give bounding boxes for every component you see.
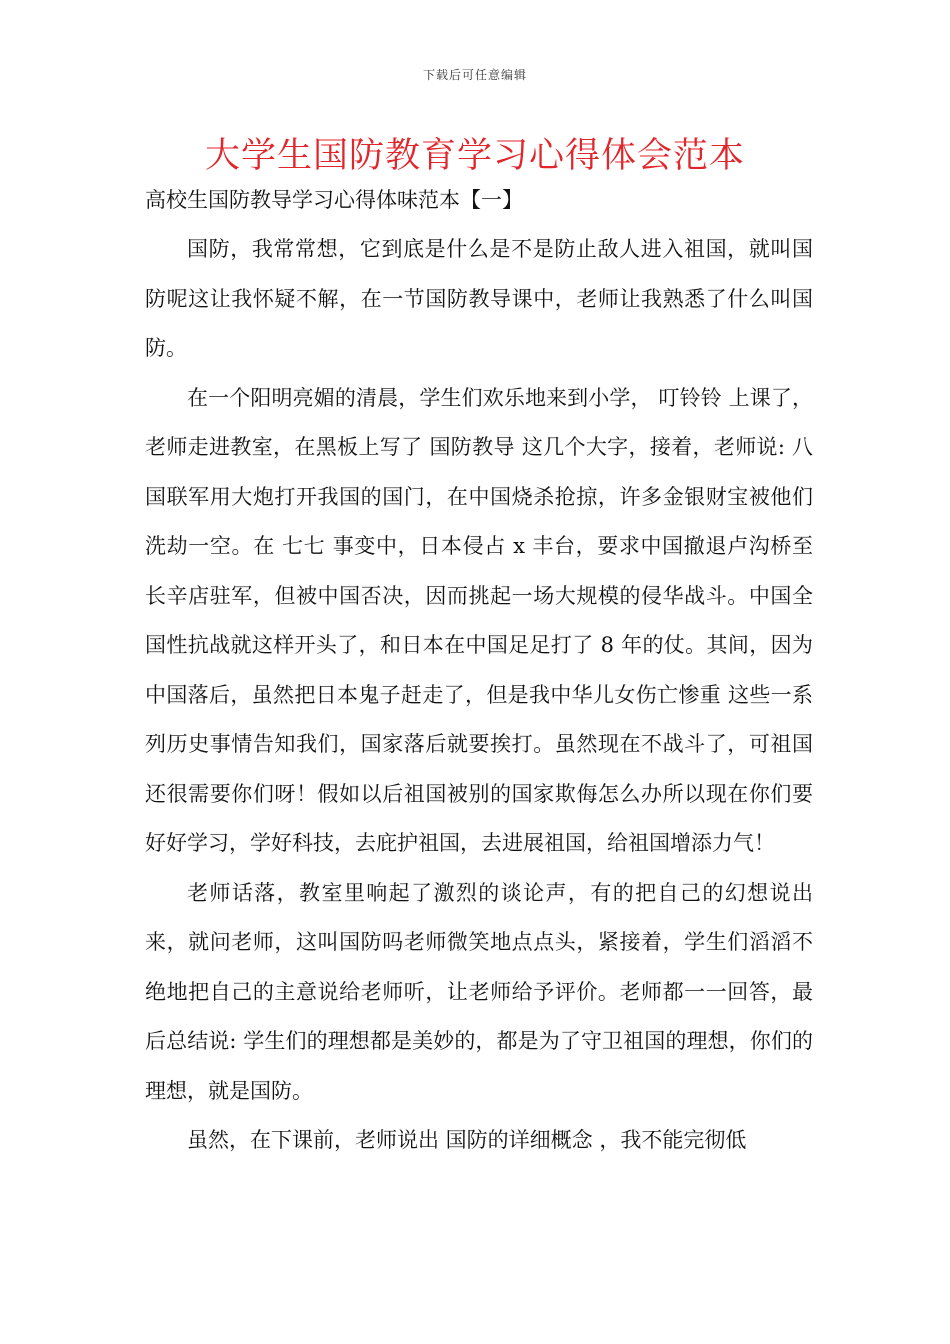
document-body [145,183,813,1166]
paragraph-2: 在一个阳明亮媚的清晨，学生们欢乐地来到小学， 叮铃铃 上课了，老师走进教室，在黑板上写了 国防教导 这几个大字，接着，老师说: 八国联军用大炮打开我国的国门，在中国烧杀抢掠，许多金银财宝被他们洗劫一空。在 七七 事变中，日本侵占 x 丰台，要求中国撤退卢沟桥至长辛店驻军，但被中国否决，因而挑起一场大规模的侵华战斗。中国全国性抗战就这样开头了，和日本在中国足足打了 8 年的仗。其间，因为中国落后，虽然把日本鬼子赶走了，但是我中华儿女伤亡惨重 这些一系列历史事情告知我们，国家落后就要挨打。虽然现在不战斗了，可祖国还很需要你们呀！假如以后祖国被别的国家欺侮怎么办所以现在你们要好好学习，学好科技，去庇护祖国，去进展祖国，给祖国增添力气！ [145,385,813,855]
section-heading: 高校生国防教导学习心得体味范本【一】 [145,188,523,212]
header-note: 下载后可任意编辑 [422,68,527,82]
paragraph-3: 老师话落，教室里响起了激烈的谈论声，有的把自己的幻想说出来，就问老师，这叫国防吗老师微笑地点点头，紧接着，学生们滔滔不绝地把自己的主意说给老师听，让老师给予评价。老师都一一回答，最后总结说: 学生们的理想都是美妙的，都是为了守卫祖国的理想，你们的理想，就是国防。 [145,880,813,1103]
paragraph-4: 虽然，在下课前，老师说出 国防的详细概念 ，我不能完彻低 [187,1128,747,1152]
paragraph-1: 国防，我常常想，它到底是什么是不是防止敌人进入祖国，就叫国防呢这让我怀疑不解，在一节国防教导课中，老师让我熟悉了什么叫国防。 [145,237,813,360]
document-title: 大学生国防教育学习心得体会范本 [204,136,745,176]
